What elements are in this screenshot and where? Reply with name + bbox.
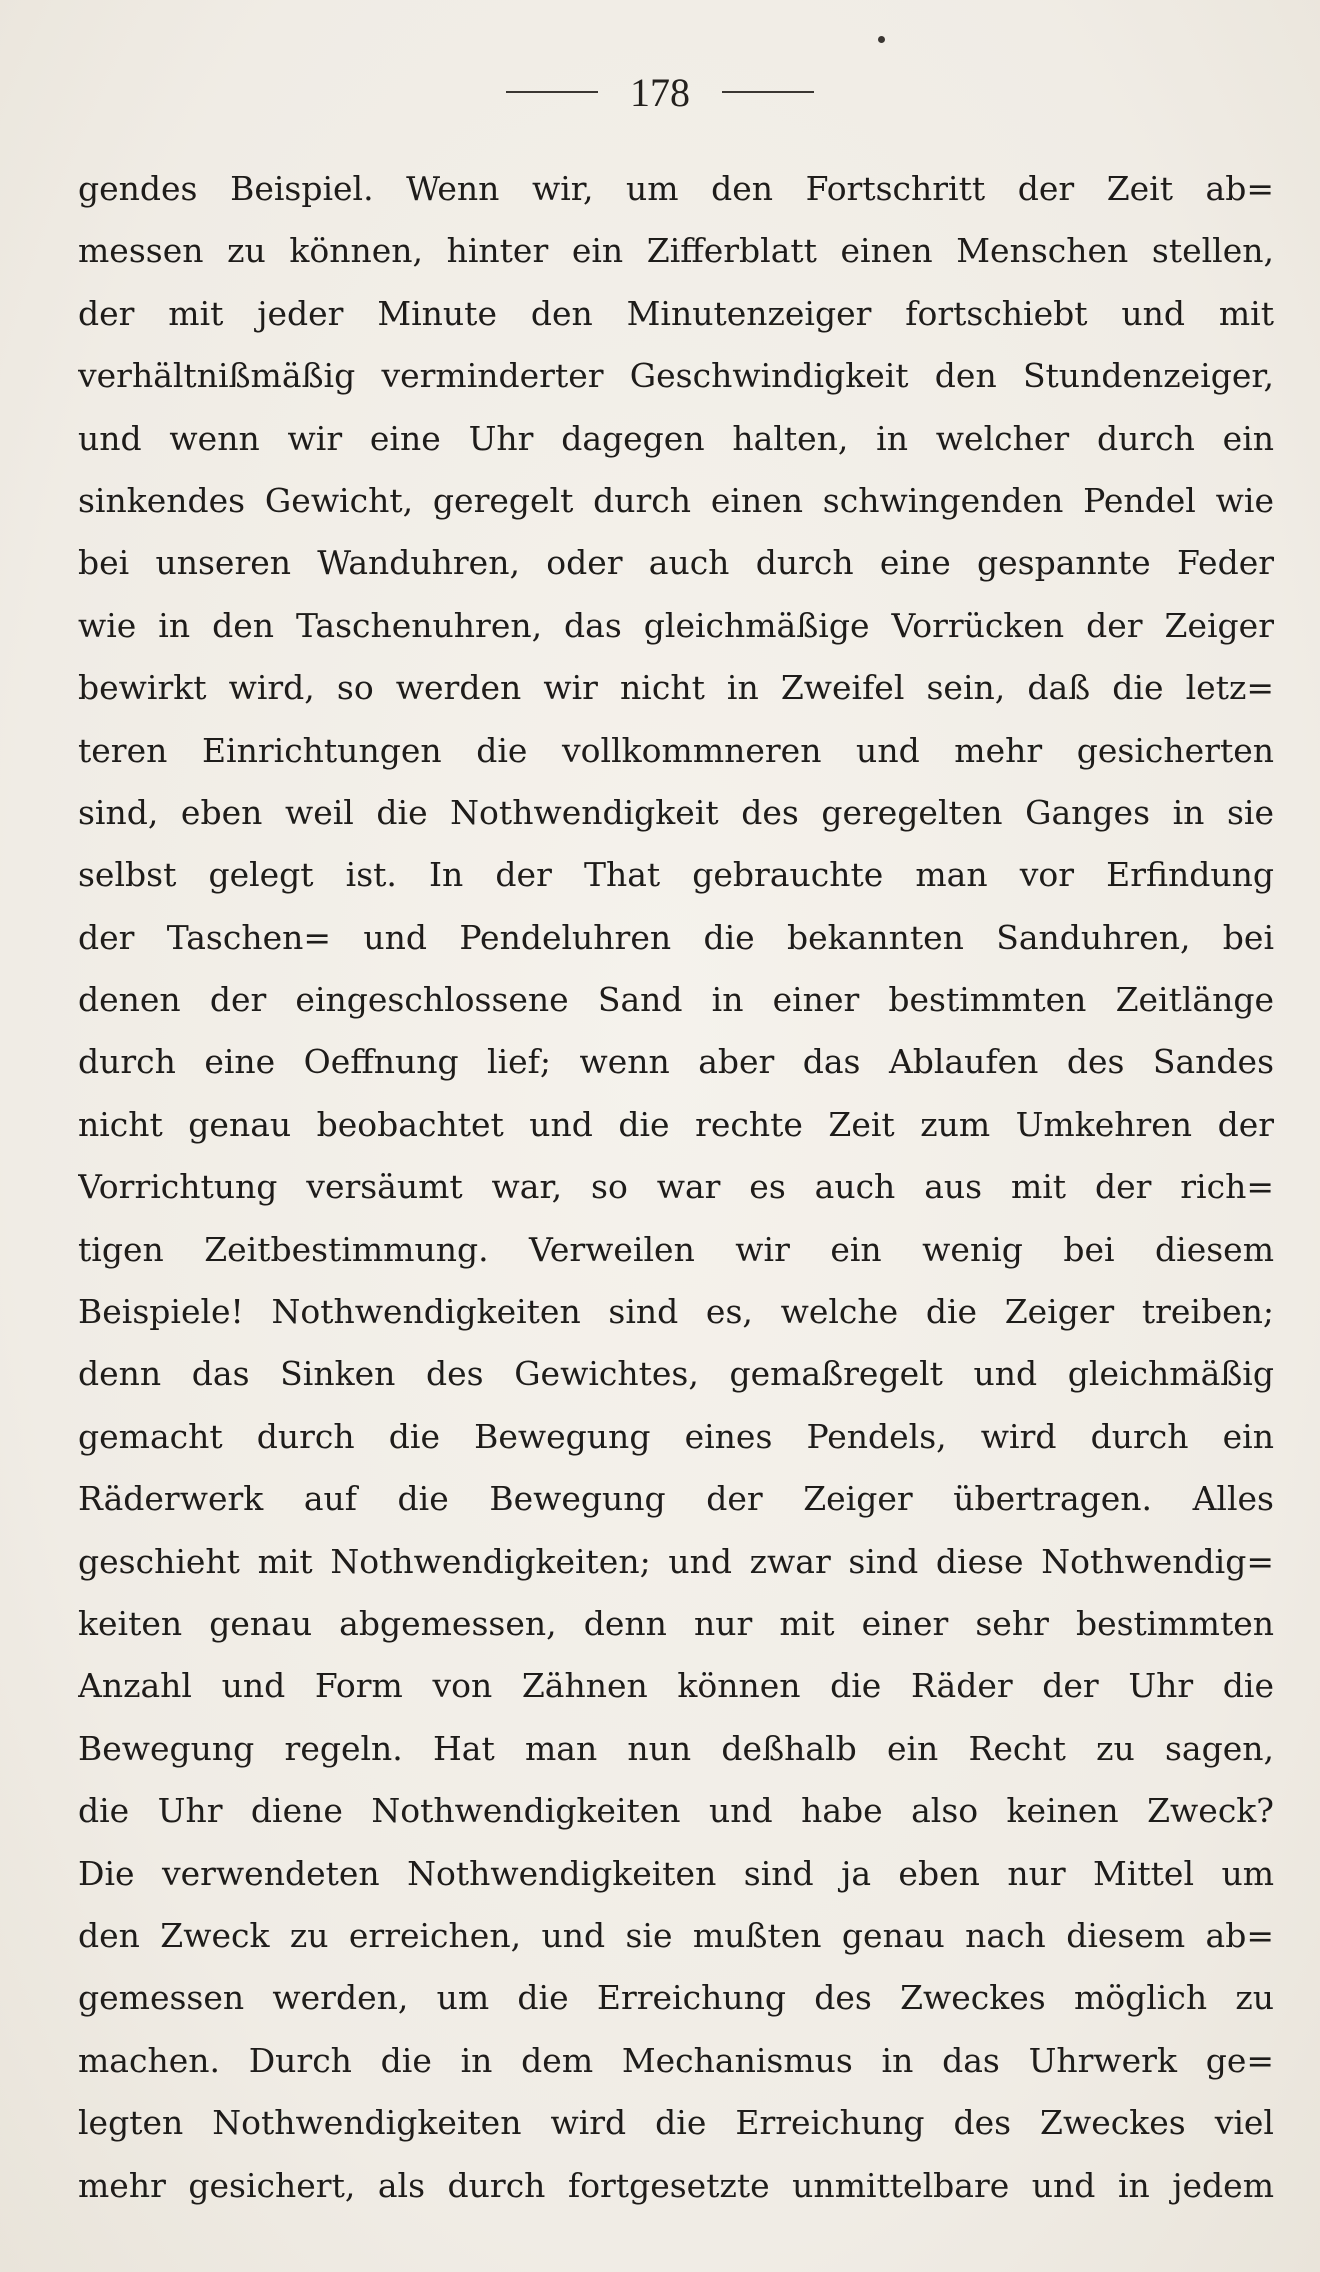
- text-line: Anzahl und Form von Zähnen können die Räder der Uhr die: [78, 1666, 1274, 1706]
- text-line: gemessen werden, um die Erreichung des Zweckes möglich zu: [78, 1978, 1274, 2018]
- page-number: 178: [630, 69, 690, 115]
- text-line: sind, eben weil die Nothwendigkeit des geregelten Ganges in sie: [78, 792, 1274, 832]
- text-line: den Zweck zu erreichen, und sie mußten genau nach diesem ab=: [78, 1915, 1274, 1955]
- text-line: Die verwendeten Nothwendigkeiten sind ja eben nur Mittel um: [78, 1853, 1274, 1893]
- text-line: legten Nothwendigkeiten wird die Erreichung des Zweckes viel: [78, 2103, 1274, 2143]
- header-rule-left: [506, 91, 598, 93]
- body-text: [78, 158, 1274, 2217]
- text-line: wie in den Taschenuhren, das gleichmäßige Vorrücken der Zeiger: [78, 605, 1274, 645]
- page-header: [0, 62, 1320, 122]
- text-line: durch eine Oeffnung lief; wenn aber das Ablaufen des Sandes: [78, 1042, 1274, 1082]
- text-line: Beispiele! Nothwendigkeiten sind es, welche die Zeiger treiben;: [78, 1292, 1274, 1332]
- text-line: verhältnißmäßig verminderter Geschwindigkeit den Stundenzeiger,: [78, 356, 1274, 396]
- text-line: denn das Sinken des Gewichtes, gemaßregelt und gleichmäßig: [78, 1354, 1274, 1394]
- header-rule-right: [722, 91, 814, 93]
- text-line: der mit jeder Minute den Minutenzeiger fortschiebt und mit: [78, 293, 1274, 333]
- text-line: tigen Zeitbestimmung. Verweilen wir ein wenig bei diesem: [78, 1229, 1274, 1269]
- text-line: selbst gelegt ist. In der That gebrauchte man vor Erfindung: [78, 855, 1274, 895]
- text-line: Bewegung regeln. Hat man nun deßhalb ein Recht zu sagen,: [78, 1728, 1274, 1768]
- text-line: sinkendes Gewicht, geregelt durch einen schwingenden Pendel wie: [78, 480, 1274, 520]
- text-line: teren Einrichtungen die vollkommneren und mehr gesicherten: [78, 730, 1274, 770]
- text-line: gendes Beispiel. Wenn wir, um den Fortschritt der Zeit ab=: [78, 169, 1274, 208]
- text-line: geschieht mit Nothwendigkeiten; und zwar sind diese Nothwendig=: [78, 1541, 1274, 1581]
- text-line: Räderwerk auf die Bewegung der Zeiger übertragen. Alles: [78, 1479, 1274, 1519]
- text-line: und wenn wir eine Uhr dagegen halten, in welcher durch ein: [78, 418, 1274, 458]
- text-line: messen zu können, hinter ein Zifferblatt einen Menschen stellen,: [78, 231, 1274, 271]
- text-line: bei unseren Wanduhren, oder auch durch eine gespannte Feder: [78, 543, 1274, 583]
- text-line: der Taschen= und Pendeluhren die bekannten Sanduhren, bei: [78, 917, 1274, 957]
- text-line: nicht genau beobachtet und die rechte Zeit zum Umkehren der: [78, 1104, 1274, 1144]
- text-line: mehr gesichert, als durch fortgesetzte unmittelbare und in jedem: [78, 2165, 1274, 2205]
- text-line: keiten genau abgemessen, denn nur mit einer sehr bestimmten: [78, 1603, 1274, 1643]
- text-line: Vorrichtung versäumt war, so war es auch aus mit der rich=: [78, 1167, 1274, 1207]
- text-line: machen. Durch die in dem Mechanismus in das Uhrwerk ge=: [78, 2040, 1274, 2080]
- text-line: bewirkt wird, so werden wir nicht in Zweifel sein, daß die letz=: [78, 668, 1274, 708]
- ink-speck: [878, 36, 885, 43]
- text-line: gemacht durch die Bewegung eines Pendels, wird durch ein: [78, 1416, 1274, 1456]
- text-line: die Uhr diene Nothwendigkeiten und habe also keinen Zweck?: [78, 1791, 1274, 1831]
- text-line: denen der eingeschlossene Sand in einer bestimmten Zeitlänge: [78, 980, 1274, 1020]
